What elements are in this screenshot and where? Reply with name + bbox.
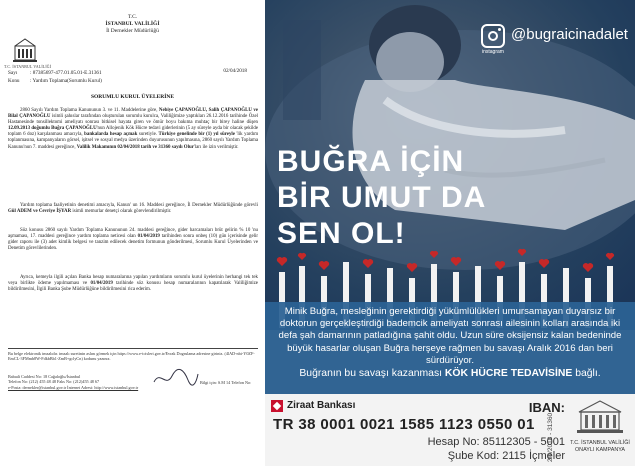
text-run: 'ları ile izin verilmiştir. [193, 144, 239, 150]
text-run: Yardım toplama faaliyetinin denetimi amacıyla, Kanun' un 16. Maddesi gereğince, İl Dernekler Müdürlüğünde görevli [20, 203, 258, 208]
address-block [8, 374, 178, 390]
approved-campaign-caption: ONAYLI KAMPANYA [574, 447, 626, 453]
official-letter [0, 0, 265, 466]
instagram-icon [481, 24, 505, 48]
closing-suffix: bağlı. [572, 368, 601, 379]
address-phone: Telefon No: (212) 455 48 48 Faks No: (212)455 48 67 [8, 379, 100, 385]
closing-prefix: Buğranın bu savaşı kazanması [299, 368, 445, 379]
subject-line [8, 78, 102, 84]
text-run: 'lik yardım toplanmasına, kampanyaların görsel, işitsel ve sosyal medya üzerinden duyurusunun yapılmasına, 2860 sayılı Yardım Toplama Kanunu'nun 7. maddesi gereğince, [8, 132, 259, 150]
text-run: 2860 Sayılı Yardım Toplama Kanununun 3. ve 11. Maddelerine göre, [20, 108, 159, 113]
bold-run: 01/04/2019 [90, 281, 113, 287]
headline-line-3: SEN OL! [277, 217, 406, 250]
bold-run: Türkiye genelinde bir (1) yıl süreyle [158, 132, 235, 138]
seal-caption: T.C. İSTANBUL VALİLİĞİ [4, 65, 52, 69]
address-street: Babıali Caddesi No: 18 Cağaloğlu/İstanbul [8, 374, 81, 379]
address-email: e-Posta: dernekler@istanbul.gov.tr İnternet Adresi: http://www.istanbul.gov.tr [8, 384, 139, 390]
bold-run: Valilik Makamının 02/04/2018 tarih ve 31360 sayılı Olur [76, 144, 194, 150]
e-signature-note: Bu belge elektronik imzalıdır. imzalı suretinin aslını görmek için https://www.e-icisleri.gov.tr/Evrak Dogrulama adresine giriniz. (4lAD-nbi-Y0ZF-EmCL-3FMmb8W-FdkbBb1-ZmB+gclyCn) kodunu yazınız. [8, 351, 255, 362]
headline-line-2: BİR UMUT DA [277, 181, 487, 214]
ref-value: : 87385697-477.01.05.01-E.31361 [30, 70, 102, 76]
account-number[interactable]: Hesap No: 85112305 - 5001 [427, 436, 565, 448]
story-band [265, 302, 635, 394]
bold-run: Gül ADEM ve Cevriye İŞYAR [8, 209, 72, 215]
branch-code: Şube Kod: 2115 İçmeler [447, 450, 565, 462]
bank-name: Ziraat Bankası [287, 400, 356, 411]
footer-divider [8, 348, 258, 349]
letter-date: 02/04/2018 [223, 68, 247, 74]
text-run: suretiyle. [137, 132, 159, 138]
letter-paragraph [8, 228, 258, 252]
text-run: tarihinden sonra onbeş (10) gün içerisinde gelir gider raporu ile (3) adet kimlik belgesi ve tanzim edilecek denetim formunun gönderilmesi, Sorumlu Kurul Üyelerinden ve Denetim görevlilerinden. [8, 234, 258, 252]
ref-number [8, 70, 102, 76]
approval-date-vertical: 2/4/2018 - 31360 [547, 412, 554, 462]
letterhead-department: İl Dernekler Müdürlüğü [106, 28, 159, 34]
text-run: isimli şahıslar tarafından oluşturulan sorumlu kurulca, Valiliğimize yaptıkları 26.12.2016 tarihinde Özel Hastanesinde tonsillektomi ameliyatı sonrası bitkisel hayata giren ve ömür boyu bakıma muhtaç bir birey haline düşen [8, 114, 258, 126]
instagram-label: instagram [482, 49, 504, 55]
letterhead-governorship: İSTANBUL VALİLİĞİ [105, 21, 160, 27]
ziraat-logo-icon [271, 400, 283, 412]
closing-line [273, 368, 627, 380]
bold-run: Nebiye ÇAPANOĞLU, Salih ÇAPANOĞLU ve Bilal ÇAPANOĞLU [8, 108, 258, 120]
governorship-building-icon [575, 398, 625, 436]
text-run: 'nun Allojenik Kök Hücre tedavi giderlerinin (5 ay süreyle ayda bir olacak şekilde toplam 6 doz) karşılanması amacıyla, [8, 126, 258, 138]
letter-paragraph [8, 108, 258, 151]
campaign-poster [265, 0, 635, 466]
iban-number[interactable]: TR 38 0001 0021 1585 1123 0550 01 [273, 416, 535, 433]
text-run: Söz konusu 2860 sayılı Yardım Toplama Kanununun 24. maddesi gereğince, gider harcamaları brüt gelirin % 10 'nu aşmaması, 17. maddesi gereğince yardım toplama neticesi olan [8, 228, 258, 240]
subject-value: : Yardım Toplama(Sorumlu Kurul) [30, 78, 102, 84]
bold-run: bankalarda hesap açmak [84, 132, 138, 138]
letter-recipient: SORUMLU KURUL ÜYELERİNE [90, 94, 175, 100]
instagram-handle[interactable]: @bugraicinadalet [511, 26, 628, 43]
subject-label: Konu [8, 78, 20, 84]
text-run: isimli memurlar denetçi olarak görevlendirilmiştir. [71, 209, 172, 215]
text-run: tarihinde söz konusu hesap numaralarının kapatılarak Valiliğimize bildirilmesini, İlgili Banka Şube Müdürlüğüne bildirilmesini rica ederim. [8, 281, 258, 293]
governorship-caption: T.C. İSTANBUL VALİLİĞİ [570, 440, 630, 446]
letter-paragraph [8, 203, 258, 215]
contact-info: Bilgi için: S.M 14 Telefon No: [200, 380, 252, 385]
headline-line-1: BUĞRA İÇİN [277, 145, 465, 178]
letterhead-tc: T.C. [127, 14, 138, 20]
letter-paragraph [8, 275, 258, 293]
text-run: Ayrıca, kemeyla ilgili açılan Banka hesap numaralarına yapılan yardımların sorumlu kurul üyelerinin herhangi tek tek veya birlikte ödeme yapılmaması ve [8, 275, 258, 287]
bold-run: 12.09.2013 doğumlu Buğra ÇAPANOĞLU [8, 126, 97, 132]
ref-label: Sayı [8, 70, 18, 76]
bold-run: 01/04/2019 [137, 234, 160, 240]
closing-emphasis: KÖK HÜCRE TEDAVİSİNE [444, 368, 573, 379]
story-text: Minik Buğra, mesleğinin gerektirdiği yükümlülükleri umursamayan duyarsız bir doktorun gerçekleştirdiği bademcik ameliyatı sonrası ailesinin kolları arasında iki defa şah damarının patladığına şahit oldu. Uzun süre oksijensiz kalan bedeninde büyük hasarlar oluşan Buğra herşeye rağmen bu savaşı Aralık 2016 dan beri sürdürüyor. [278, 306, 622, 366]
governorship-seal-icon [12, 36, 38, 64]
iban-label: IBAN: [528, 400, 565, 415]
